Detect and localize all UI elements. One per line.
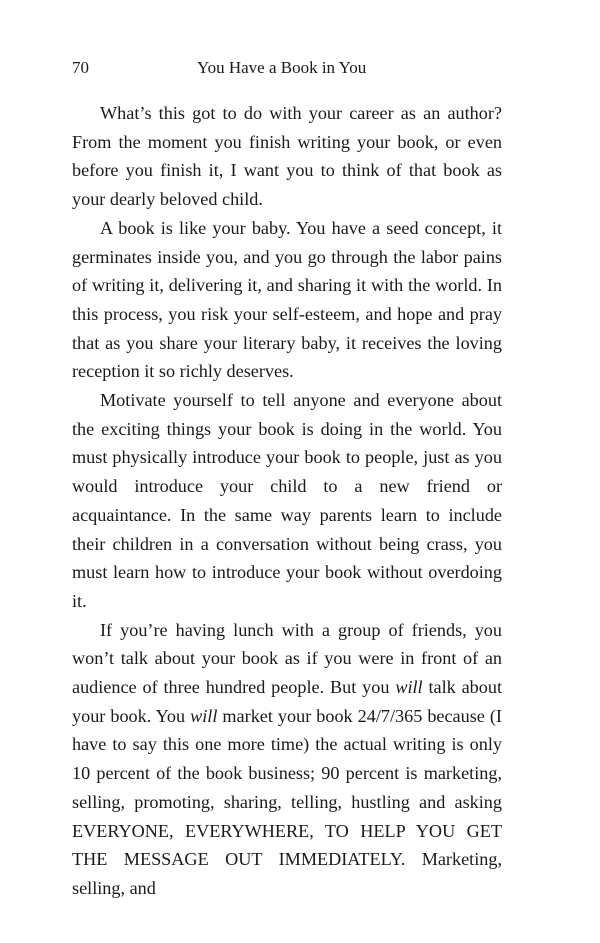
paragraph-3: Motivate yourself to tell anyone and everyone about the exciting things your book is doing in the world. You must physically introduce your book to people, just as you would introduce your child to a new friend or acquaintance. In the same way parents learn to include their children in a conversation without being crass, you must learn how to introduce your book without overdoing it. <box>72 390 502 611</box>
paragraph-4 <box>72 616 502 903</box>
emphasis-will-1: will <box>395 677 423 698</box>
body-text <box>72 99 502 903</box>
running-head <box>72 56 502 80</box>
page-number: 70 <box>72 58 89 77</box>
running-title: You Have a Book in You <box>197 58 367 77</box>
paragraph-4-part-1: If you’re having lunch with a group of friends, you won’t talk about your book as if you were in front of an audience of three hundred people. But you <box>72 619 502 698</box>
paragraph-4-part-2: talk about your book. You <box>72 677 503 726</box>
paragraph-1: What’s this got to do with your career as an author? From the moment you finish writing your book, or even before you finish it, I want you to think of that book as your dearly beloved child. <box>72 103 502 210</box>
paragraph-4-part-3: market your book 24/7/365 because (I have to say this one more time) the actual writing is only 10 percent of the book business; 90 percent is marketing, selling, promoting, sharing, telling, hustling and asking EVERYONE, EVERYWHERE, TO HELP YOU GET THE MESSAGE OUT IMMEDIATELY. Marketing, selling, and <box>72 705 502 898</box>
paragraph-2: A book is like your baby. You have a seed concept, it germinates inside you, and you go through the labor pains of writing it, delivering it, and sharing it with the world. In this process, you risk your self-esteem, and hope and pray that as you share your literary baby, it receives the loving reception it so richly deserves. <box>72 217 502 382</box>
emphasis-will-2: will <box>190 705 218 726</box>
